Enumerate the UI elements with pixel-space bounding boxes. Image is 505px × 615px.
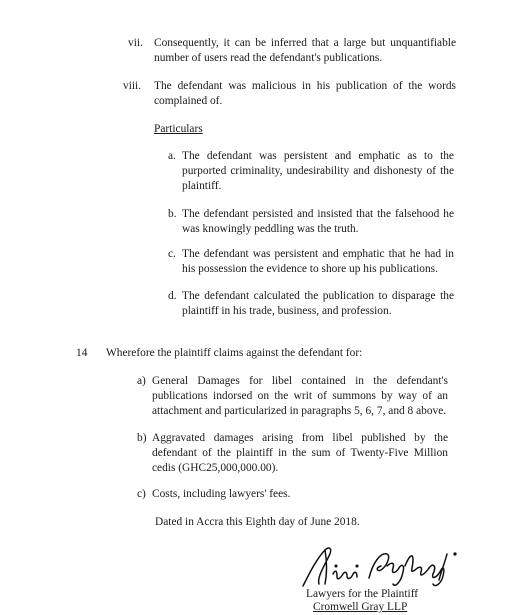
item-viii-number: viii.	[123, 80, 142, 92]
item-viii-text: The defendant was malicious in his publication of the words complained of.	[154, 80, 456, 107]
item-vii-text: Consequently, it can be inferred that a large but unquantifiable number of users read the defendant's publications.	[154, 37, 456, 64]
particulars-heading: Particulars	[154, 123, 203, 135]
dated-line: Dated in Accra this Eighth day of June 2018.	[155, 516, 360, 528]
claim-b-text: Aggravated damages arising from libel published by the defendant of the plaintiff in the sum of Twenty-Five Million cedis (GHC25,000,000.00).	[152, 432, 448, 474]
particular-b-letter: b.	[168, 208, 177, 220]
particular-d-letter: d.	[168, 290, 177, 302]
claim-a-text: General Damages for libel contained in the defendant's publications indorsed on the writ of summons by way of an attachment and particularized in paragraphs 5, 6, 7, and 8 above.	[152, 375, 448, 417]
claim-c-letter: c)	[137, 488, 146, 500]
particular-d-text: The defendant calculated the publication to disparage the plaintiff in his trade, business, and profession.	[182, 290, 454, 317]
particular-b-text: The defendant persisted and insisted that the falsehood he was knowingly peddling was the truth.	[182, 208, 454, 235]
claim-c-text: Costs, including lawyers' fees.	[152, 488, 291, 500]
particular-a-text: The defendant was persistent and emphatic as to the purported criminality, undesirability and dishonesty of the plaintiff.	[182, 150, 454, 192]
particular-c-text: The defendant was persistent and emphatic that he had in his possession the evidence to shore up his publications.	[182, 248, 454, 275]
signature-line-1: Lawyers for the Plaintiff	[306, 588, 419, 600]
particular-c-letter: c.	[168, 248, 176, 260]
claim-a-letter: a)	[137, 375, 146, 387]
particular-a-letter: a.	[168, 150, 176, 162]
paragraph-14-text: Wherefore the plaintiff claims against the defendant for:	[106, 347, 363, 359]
handwritten-signature	[295, 544, 475, 590]
signature-line-2: Cromwell Gray LLP	[313, 601, 408, 613]
paragraph-14-number: 14	[76, 347, 88, 359]
item-vii-number: vii.	[128, 37, 143, 49]
claim-b-letter: b)	[137, 432, 147, 444]
